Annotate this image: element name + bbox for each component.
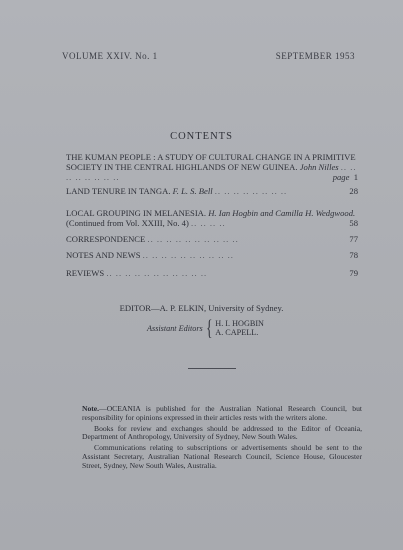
entry-author: F. L. S. Bell [172,186,213,196]
notes-block [82,405,362,473]
notes-paragraph [82,405,362,423]
note-text: —OCEANIA is published for the Australian National Research Council, but responsibility for opinions expressed in their articles rests with the writers alone. [82,404,362,422]
page-number: 78 [349,250,358,260]
leader-dots: .. .. .. .. .. .. .. .. [214,186,288,196]
leader-dots: .. .. .. .. .. .. .. .. .. .. .. [106,268,208,278]
contents-heading: CONTENTS [170,131,233,142]
entry-title: NOTES AND NEWS [66,250,141,260]
leader-dots: .. .. .. .. [191,218,226,229]
page-number: 58 [349,218,358,229]
contents-entry [66,268,358,278]
brace-glyph: { [205,315,213,340]
page-number: 28 [349,186,358,196]
contents-entry [66,250,358,260]
entry-title: REVIEWS [66,268,105,278]
leader-dots: .. .. .. .. .. .. .. .. [66,162,357,183]
divider-rule [188,368,236,369]
volume-number: VOLUME XXIV. No. 1 [62,51,158,61]
notes-paragraph: Books for review and exchanges should be addressed to the Editor of Oceania, Department of Anthropology, University of Sydney, New South Wales. [82,423,362,442]
assistant-label: Assistant Editors [147,323,203,333]
entry-author: John Nilles [299,162,339,173]
page-number: 79 [349,268,358,278]
contents-entry [66,234,358,244]
contents-entry [66,152,358,183]
page-word: page [332,172,350,183]
entry-note: (Continued from Vol. XXIII, No. 4) [66,218,189,229]
editor-line: EDITOR—A. P. ELKIN, University of Sydney. [119,303,284,313]
entry-title: THE KUMAN PEOPLE : A STUDY OF CULTURAL CHANGE IN A PRIMITIVE SOCIETY IN THE CENTRAL HIGHLANDS OF NEW GUINEA. [66,152,356,173]
assistant-editors [147,317,264,339]
entry-page [333,172,358,182]
leader-dots: .. .. .. .. .. .. .. .. .. .. [142,250,234,260]
issue-date: SEPTEMBER 1953 [275,51,355,61]
assistant-name: H. I. HOGBIN [215,319,264,328]
contents-entry [66,208,358,228]
entry-author: H. Ian Hogbin and Camilla H. Wedgwood. [208,208,356,218]
entry-title: LAND TENURE IN TANGA. [66,186,171,196]
notes-paragraph: Communications relating to subscriptions or advertisements should be sent to the Assistant Secretary, Australian National Research Council, Science House, Gloucester Street, Sydney, New South Wales, Australia. [82,443,362,470]
entry-title: CORRESPONDENCE [66,234,146,244]
page-number: 77 [349,234,358,244]
note-label: Note. [82,404,100,413]
assistant-name: A. CAPELL. [215,328,259,337]
entry-title: LOCAL GROUPING IN MELANESIA. [66,208,207,218]
assistant-names [215,319,264,337]
leader-dots: .. .. .. .. .. .. .. .. .. .. [147,234,239,244]
page-number: 1 [353,172,358,183]
contents-entry [66,186,358,196]
